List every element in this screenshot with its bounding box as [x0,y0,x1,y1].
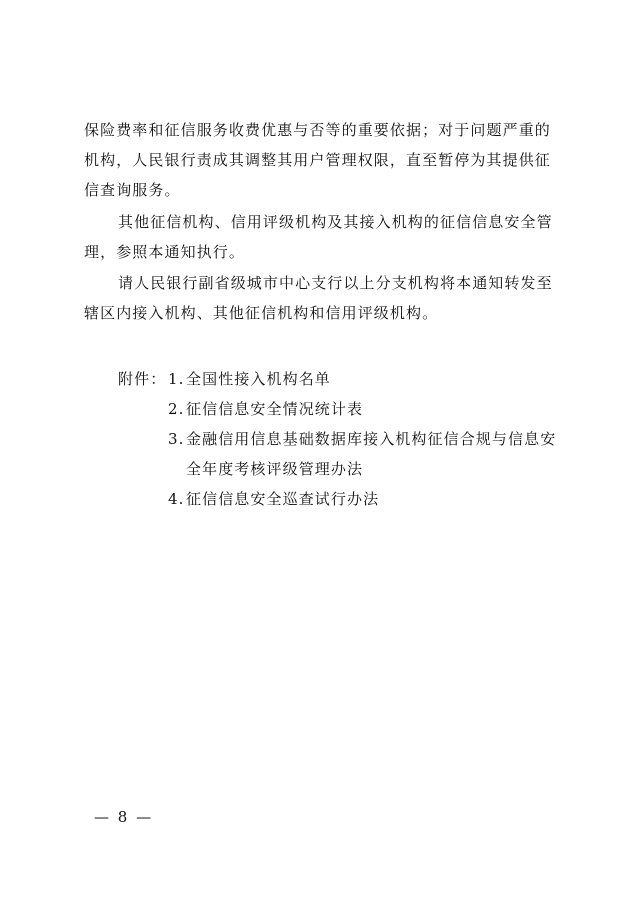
attachment-row-3 [118,424,560,484]
attachment-title: 金融信用信息基础数据库接入机构征信合规与信息安全年度考核评级管理办法 [186,430,557,478]
attachment-row-2 [118,394,560,424]
attachment-row-1 [118,364,560,394]
attachment-title: 征信信息安全情况统计表 [186,400,364,418]
attachment-number: 1. [168,370,185,388]
paragraph-forwarding-instruction: 请人民银行副省级城市中心支行以上分支机构将本通知转发至辖区内接入机构、其他征信机构和信用评级机构。 [84,274,553,322]
attachment-item [168,424,560,484]
paragraph-continuation: 保险费率和征信服务收费优惠与否等的重要依据；对于问题严重的机构，人民银行责成其调整其用户管理权限，直至暂停为其提供征信查询服务。 [84,121,551,199]
attachment-number: 3. [168,430,185,448]
page-number: — 8 — [94,808,154,826]
attachment-item [168,364,331,394]
attachment-title: 全国性接入机构名单 [186,370,331,388]
attachments-label: 附件： [118,370,167,388]
attachments-list [118,364,560,514]
attachment-title: 征信信息安全巡查试行办法 [186,490,380,508]
attachment-number: 2. [168,400,185,418]
attachment-item [168,484,379,514]
attachment-row-4 [118,484,560,514]
attachment-item [168,394,363,424]
paragraph-other-institutions: 其他征信机构、信用评级机构及其接入机构的征信信息安全管理，参照本通知执行。 [84,213,553,261]
attachment-number: 4. [168,490,185,508]
